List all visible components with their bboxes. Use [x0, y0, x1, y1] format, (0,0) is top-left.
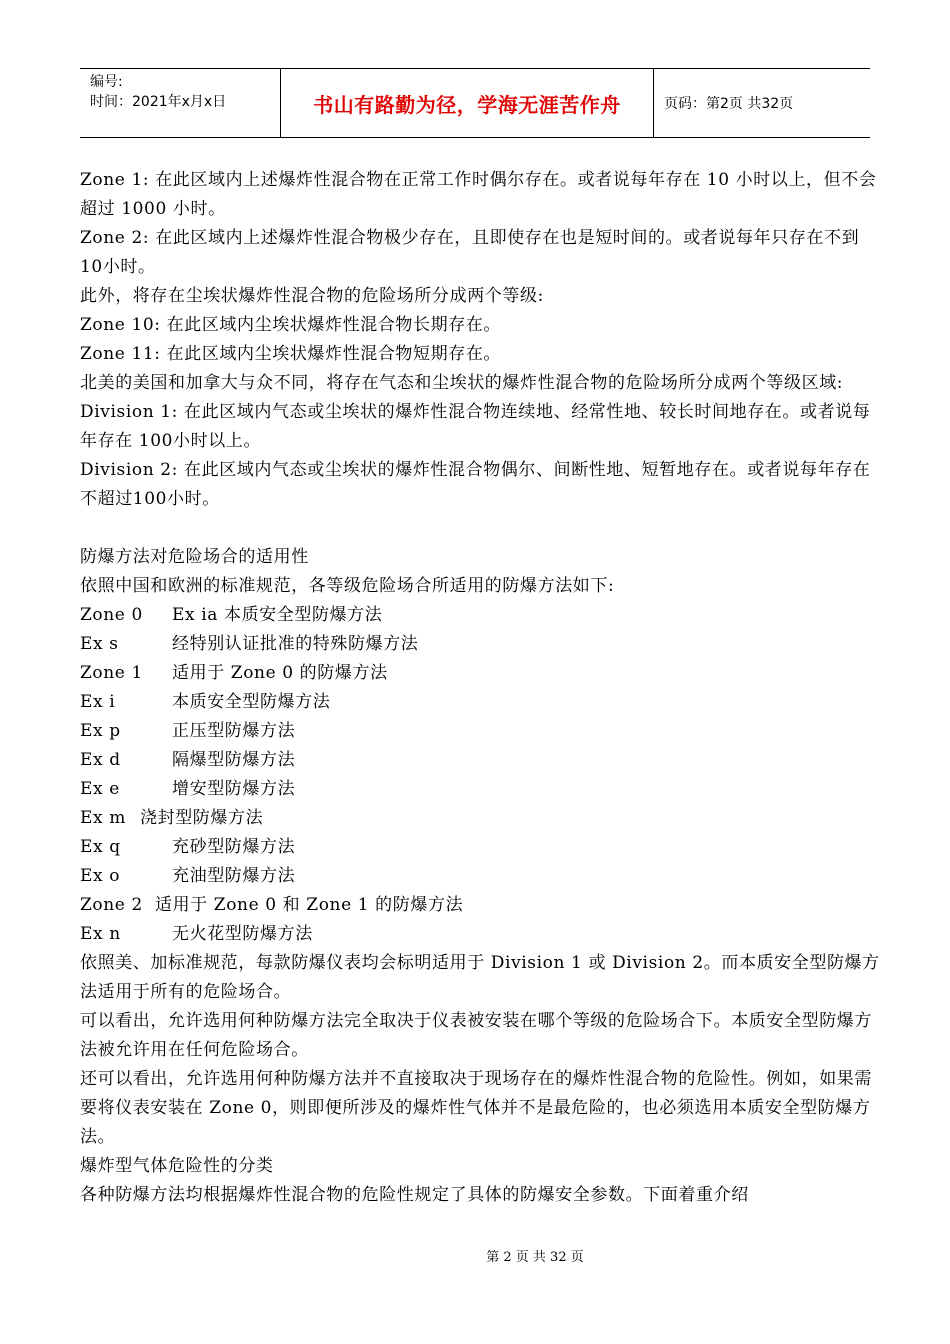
paragraph: 各种防爆方法均根据爆炸性混合物的危险性规定了具体的防爆安全参数。下面着重介绍 [80, 1185, 749, 1205]
header-meta [80, 69, 281, 137]
paragraph: Zone 2: 在此区域内上述爆炸性混合物极少存在，且即使存在也是短时间的。或者说每年只存在不到 10小时。 [80, 228, 860, 277]
method-row [80, 920, 880, 949]
subsection-title: 爆炸型气体危险性的分类 [80, 1156, 274, 1176]
method-desc: Ex ia 本质安全型防爆方法 [172, 605, 383, 625]
method-code: Ex o [80, 866, 121, 886]
serial-label: 编号: [90, 74, 123, 90]
method-desc: 无火花型防爆方法 [172, 924, 313, 944]
method-row [80, 833, 880, 862]
method-code: Zone 2 [80, 895, 143, 915]
method-desc: 隔爆型防爆方法 [172, 750, 296, 770]
paragraph: 还可以看出，允许选用何种防爆方法并不直接取决于现场存在的爆炸性混合物的危险性。例如，如果需要将仪表安装在 Zone 0，则即便所涉及的爆炸性气体并不是最危险的，也必须选用本质安全型防爆方法。 [80, 1069, 872, 1147]
method-desc: 适用于 Zone 0 的防爆方法 [172, 663, 388, 683]
date-label: 时间：2021年x月x日 [90, 94, 227, 110]
page-header [80, 68, 870, 138]
method-code: Ex s [80, 634, 119, 654]
paragraph: 此外，将存在尘埃状爆炸性混合物的危险场所分成两个等级: [80, 286, 544, 306]
method-code: Ex d [80, 750, 121, 770]
paragraph: Division 1: 在此区域内气态或尘埃状的爆炸性混合物连续地、经常性地、较长时间地存在。或者说每年存在 100小时以上。 [80, 402, 871, 451]
section-title: 防爆方法对危险场合的适用性 [80, 547, 309, 567]
method-desc: 浇封型防爆方法 [140, 808, 264, 828]
page-footer [0, 1246, 950, 1265]
header-motto: 书山有路勤为径，学海无涯苦作舟 [281, 69, 654, 137]
paragraph: 可以看出，允许选用何种防爆方法完全取决于仪表被安装在哪个等级的危险场合下。本质安全型防爆方法被允许用在任何危险场合。 [80, 1011, 872, 1060]
method-desc: 正压型防爆方法 [172, 721, 296, 741]
method-desc: 经特别认证批准的特殊防爆方法 [172, 634, 419, 654]
method-desc: 本质安全型防爆方法 [172, 692, 331, 712]
method-desc: 增安型防爆方法 [172, 779, 296, 799]
method-desc: 充油型防爆方法 [172, 866, 296, 886]
paragraph: 北美的美国和加拿大与众不同，将存在气态和尘埃状的爆炸性混合物的危险场所分成两个等级区域: [80, 373, 844, 393]
method-row [80, 717, 880, 746]
blank-line [80, 514, 880, 543]
method-row [80, 659, 880, 688]
method-desc: 充砂型防爆方法 [172, 837, 296, 857]
paragraph: Zone 10: 在此区域内尘埃状爆炸性混合物长期存在。 [80, 315, 502, 335]
paragraph: Zone 11: 在此区域内尘埃状爆炸性混合物短期存在。 [80, 344, 502, 364]
method-row [80, 746, 880, 775]
document-body [80, 166, 880, 1210]
method-code: Ex i [80, 692, 116, 712]
paragraph: Division 2: 在此区域内气态或尘埃状的爆炸性混合物偶尔、间断性地、短暂地存在。或者说每年存在不超过100小时。 [80, 460, 871, 509]
method-code: Ex m [80, 808, 126, 828]
method-code: Zone 0 [80, 605, 143, 625]
footer-page-number: 第 2 页 共 32 页 [486, 1250, 584, 1265]
method-row [80, 630, 880, 659]
paragraph: Zone 1: 在此区域内上述爆炸性混合物在正常工作时偶尔存在。或者说每年存在 10 小时以上，但不会超过 1000 小时。 [80, 170, 877, 219]
method-desc: 适用于 Zone 0 和 Zone 1 的防爆方法 [155, 895, 464, 915]
method-code: Ex n [80, 924, 121, 944]
header-page-info: 页码：第2页 共32页 [664, 96, 794, 112]
method-code: Ex p [80, 721, 121, 741]
method-row [80, 601, 880, 630]
method-code: Ex e [80, 779, 120, 799]
method-code: Ex q [80, 837, 121, 857]
section-intro: 依照中国和欧洲的标准规范，各等级危险场合所适用的防爆方法如下: [80, 576, 615, 596]
paragraph: 依照美、加标准规范，每款防爆仪表均会标明适用于 Division 1 或 Division 2。而本质安全型防爆方法适用于所有的危险场合。 [80, 953, 880, 1002]
method-row [80, 688, 880, 717]
method-code: Zone 1 [80, 663, 143, 683]
method-row [80, 891, 880, 920]
method-row [80, 804, 880, 833]
method-row [80, 862, 880, 891]
method-row [80, 775, 880, 804]
